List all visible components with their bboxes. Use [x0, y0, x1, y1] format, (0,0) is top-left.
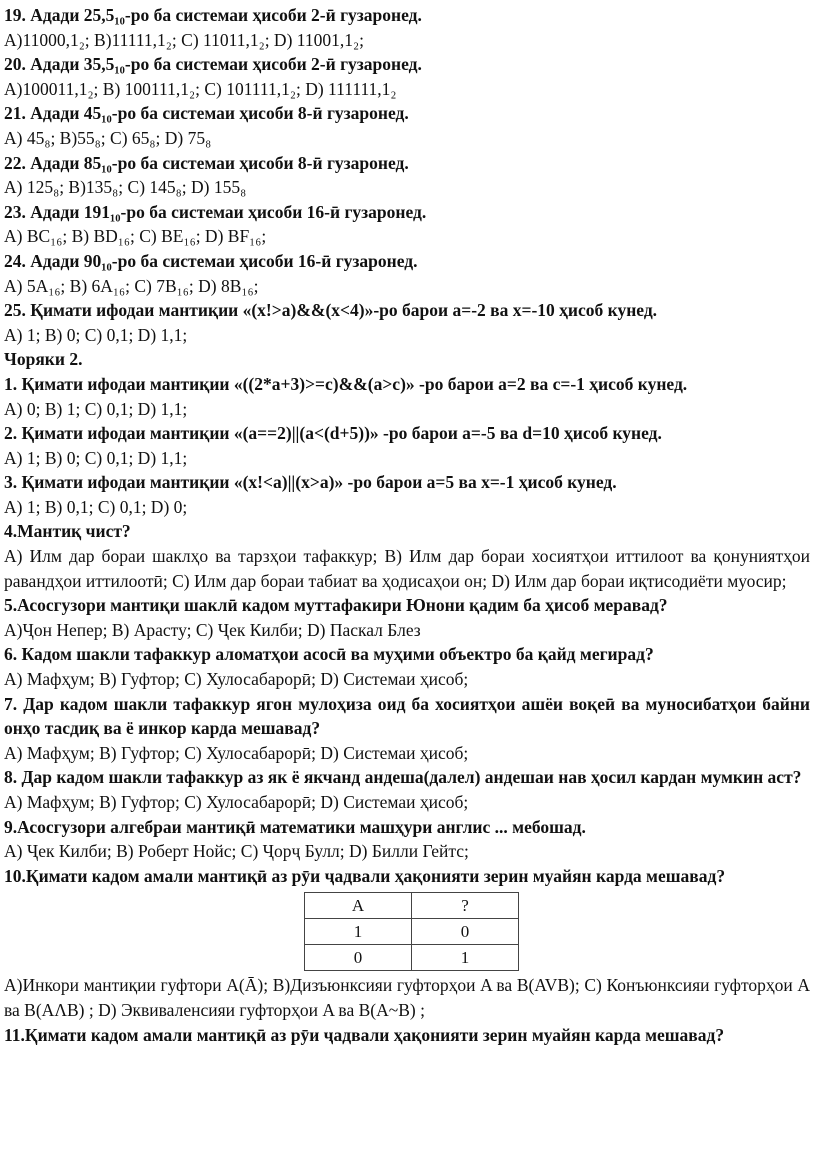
question-s4: 4.Мантиқ чист? — [4, 521, 131, 542]
question-21: 21. Адади 45₁₀-ро ба системаи ҳисоби 8-ӣ гузаронед. — [4, 103, 409, 124]
section-heading: Чоряки 2. — [4, 349, 83, 370]
answers-s9: A) Ҷек Килби; B) Роберт Нойс; C) Ҷорҷ Булл; D) Билли Гейтс; — [4, 841, 469, 862]
question-s6: 6. Кадом шакли тафаккур аломатҳои асосӣ ва муҳими объектро ба қайд мегирад? — [4, 644, 654, 665]
answers-s3: A) 1; B) 0,1; C) 0,1; D) 0; — [4, 496, 188, 517]
question-s5: 5.Асосгузори мантиқи шаклӣ кадом муттафакири Юнони қадим ба ҳисоб меравад? — [4, 595, 668, 616]
question-23: 23. Адади 191₁₀-ро ба системаи ҳисоби 16-ӣ гузаронед. — [4, 201, 427, 222]
table-cell: 1 — [412, 945, 519, 971]
truth-table-header — [305, 893, 519, 919]
answers-s8: A) Мафҳум; B) Гуфтор; C) Хулосабарорӣ; D) Системаи ҳисоб; — [4, 792, 469, 812]
question-s8: 8. Дар кадом шакли тафаккур аз як ё якчанд андеша(далел) андешаи нав ҳосил кардан мумкин аст? — [4, 767, 802, 788]
answers-s10: A)Инкори мантиқии гуфтори A(Ā); B)Дизъюнксияи гуфторҳои A ва B(AVB); C) Конъюнксияи гуфторҳои A ва B(AΛB) ; D) Эквиваленсияи гуфторҳои A ва B(A~B) ; — [4, 975, 810, 1020]
answers-20: A)100011,1₂; B) 100111,1₂; C) 101111,1₂; D) 111111,1₂ — [4, 78, 397, 99]
question-22: 22. Адади 85₁₀-ро ба системаи ҳисоби 8-ӣ гузаронед. — [4, 152, 409, 173]
question-25: 25. Қимати ифодаи мантиқии «(x!>a)&&(x<4)»-ро барои a=-2 ва x=-10 ҳисоб кунед. — [4, 300, 658, 321]
table-cell: 1 — [305, 919, 412, 945]
answers-22: A) 125₈; B)135₈; C) 145₈; D) 155₈ — [4, 177, 247, 198]
table-row — [305, 919, 519, 945]
question-s2: 2. Қимати ифодаи мантиқии «(a==2)||(a<(d+5))» -ро барои a=-5 ва d=10 ҳисоб кунед. — [4, 423, 662, 444]
answers-s4: A) Илм дар бораи шаклҳо ва тарзҳои тафаккур; B) Илм дар бораи хосиятҳои иттилоот ва қонуниятҳои равандҳои иттилоотӣ; C) Илм дар бораи табиат ва ҳодисаҳои он; D) Илм дар бораи иқтисодиёти муосир; — [4, 546, 810, 591]
question-24: 24. Адади 90₁₀-ро ба системаи ҳисоби 16-ӣ гузаронед. — [4, 250, 418, 271]
answers-19: A)11000,1₂; B)11111,1₂; C) 11011,1₂; D) 11001,1₂; — [4, 29, 364, 50]
truth-table — [304, 892, 519, 971]
question-s11: 11.Қимати кадом амали мантиқӣ аз рӯи ҷадвали ҳақонияти зерин муайян карда мешавад? — [4, 1024, 725, 1045]
question-s9: 9.Асосгузори алгебраи мантиқӣ математики машҳури англис ... мебошад. — [4, 816, 586, 837]
question-s7: 7. Дар кадом шакли тафаккур ягон мулоҳиза оид ба хосиятҳои ашёи воқеӣ ва муносибатҳои байни онҳо тасдиқ ва ё инкор карда мешавад? — [4, 693, 810, 739]
header-cell-a: A — [305, 893, 412, 919]
answers-s5: A)Ҷон Непер; B) Арасту; C) Ҷек Килби; D) Паскал Блез — [4, 619, 421, 640]
answers-21: A) 45₈; B)55₈; C) 65₈; D) 75₈ — [4, 127, 212, 148]
question-20: 20. Адади 35,5₁₀-ро ба системаи ҳисоби 2-ӣ гузаронед. — [4, 54, 422, 75]
answers-23: A) BC₁₆; B) BD₁₆; C) BE₁₆; D) BF₁₆; — [4, 226, 267, 247]
answers-s7: A) Мафҳум; B) Гуфтор; C) Хулосабарорӣ; D) Системаи ҳисоб; — [4, 742, 469, 763]
table-cell: 0 — [305, 945, 412, 971]
answers-24: A) 5A₁₆; B) 6A₁₆; C) 7B₁₆; D) 8B₁₆; — [4, 275, 259, 296]
answers-s1: A) 0; B) 1; C) 0,1; D) 1,1; — [4, 398, 188, 419]
question-s1: 1. Қимати ифодаи мантиқии «((2*a+3)>=c)&&(a>c)» -ро барои a=2 ва c=-1 ҳисоб кунед. — [4, 373, 688, 394]
question-s10: 10.Қимати кадом амали мантиқӣ аз рӯи ҷадвали ҳақонияти зерин муайян карда мешавад? — [4, 865, 726, 886]
table-cell: 0 — [412, 919, 519, 945]
answers-s2: A) 1; B) 0; C) 0,1; D) 1,1; — [4, 447, 188, 468]
table-row — [305, 945, 519, 971]
question-s3: 3. Қимати ифодаи мантиқии «(x!<a)||(x>a)» -ро барои a=5 ва x=-1 ҳисоб кунед. — [4, 472, 617, 493]
question-19: 19. Адади 25,5₁₀-ро ба системаи ҳисоби 2-ӣ гузаронед. — [4, 5, 422, 25]
answers-s6: A) Мафҳум; B) Гуфтор; C) Хулосабарорӣ; D) Системаи ҳисоб; — [4, 669, 469, 690]
header-cell-result: ? — [412, 893, 519, 919]
answers-25: A) 1; B) 0; C) 0,1; D) 1,1; — [4, 324, 188, 345]
